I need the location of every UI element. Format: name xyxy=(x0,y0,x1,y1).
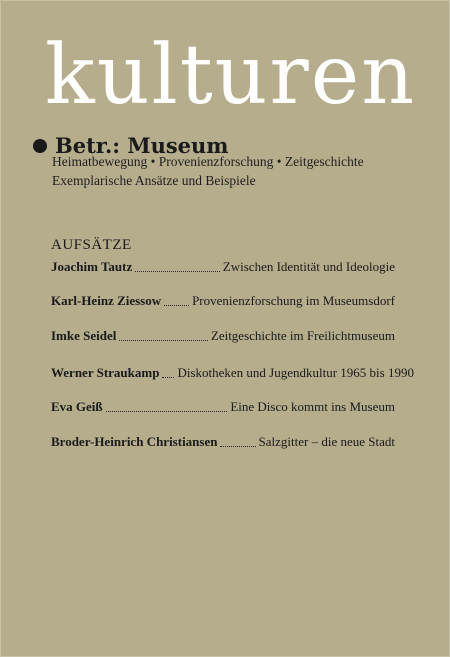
toc-title: Zwischen Identität und Ideologie xyxy=(222,259,395,274)
toc-title: Zeitgeschichte im Freilichtmuseum xyxy=(210,328,395,343)
toc-author: Imke Seidel xyxy=(51,328,117,343)
toc-entry xyxy=(51,328,395,344)
toc-entry xyxy=(51,399,395,415)
issue-title: Betr.: Museum xyxy=(55,133,229,158)
toc-author: Karl-Heinz Ziessow xyxy=(51,293,162,308)
issue-subtitle-line-2: Exemplarische Ansätze und Beispiele xyxy=(52,173,256,188)
dot-leader xyxy=(135,271,220,272)
toc-entry xyxy=(51,259,395,275)
toc-author: Broder-Heinrich Christiansen xyxy=(51,434,218,449)
masthead-title: kulturen xyxy=(45,28,417,123)
dot-leader xyxy=(119,340,208,341)
issue-subtitle-line-1: Heimatbewegung • Provenienzforschung • Zeitgeschichte xyxy=(52,154,364,169)
toc-title: Diskotheken und Jugendkultur 1965 bis 1990 xyxy=(177,365,414,380)
section-label: AUFSÄTZE xyxy=(51,237,132,253)
toc-author: Joachim Tautz xyxy=(51,259,133,274)
toc-entry xyxy=(51,365,414,381)
toc-author: Werner Straukamp xyxy=(51,365,160,380)
dot-leader xyxy=(164,305,189,306)
dot-leader xyxy=(220,446,255,447)
toc-title: Salzgitter – die neue Stadt xyxy=(258,434,395,449)
toc-entry xyxy=(51,293,395,309)
toc-entry xyxy=(51,434,395,450)
toc-title: Provenienzforschung im Museumsdorf xyxy=(192,293,395,308)
dot-leader xyxy=(162,377,174,378)
dot-leader xyxy=(106,411,228,412)
toc-author: Eva Geiß xyxy=(51,399,103,414)
bullet-icon xyxy=(33,139,47,153)
toc-title: Eine Disco kommt ins Museum xyxy=(230,399,395,414)
